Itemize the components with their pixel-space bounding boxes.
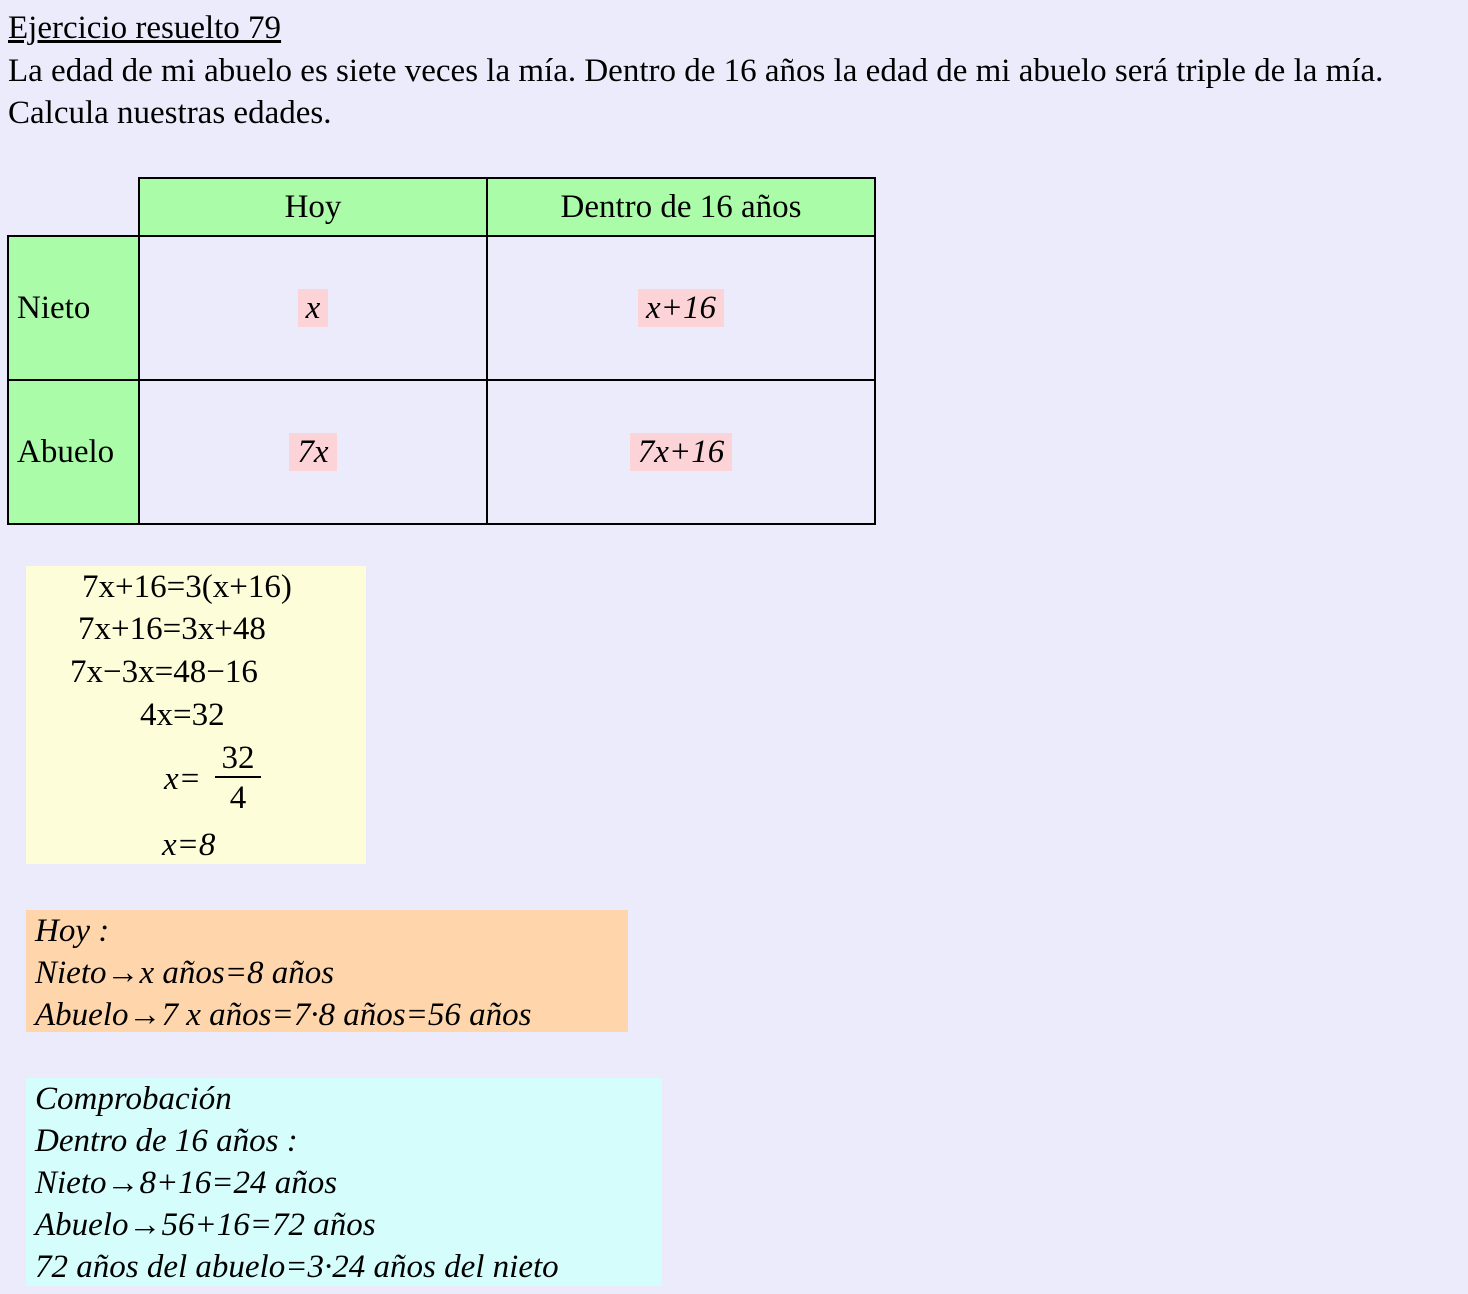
cell-abuelo-hoy: [139, 380, 487, 524]
row-header-abuelo: Abuelo: [8, 380, 139, 524]
hoy-box: [26, 910, 628, 1032]
problem-statement: La edad de mi abuelo es siete veces la mía. Dentro de 16 años la edad de mi abuelo será triple de la mía. Calcula nuestras edades.: [8, 53, 1384, 131]
expr-nieto-hoy: x: [298, 289, 329, 327]
exercise-title: Ejercicio resuelto 79: [8, 10, 282, 46]
comprobacion-abuelo: Abuelo→56+16=72 años: [35, 1207, 376, 1243]
hoy-nieto: Nieto→x años=8 años: [35, 955, 335, 991]
solution-line-1: 7x+16=3(x+16): [82, 569, 292, 605]
solution-line-4: 4x=32: [140, 697, 225, 733]
expr-nieto-futuro: x+16: [638, 289, 724, 327]
cell-nieto-hoy: [139, 236, 487, 380]
expr-abuelo-futuro: 7x+16: [630, 433, 732, 471]
hoy-heading: Hoy :: [35, 913, 110, 949]
table-corner: [8, 178, 139, 236]
comprobacion-box: [26, 1078, 662, 1286]
cell-nieto-futuro: [487, 236, 875, 380]
fraction-denominator: 4: [229, 780, 247, 816]
col-header-futuro: Dentro de 16 años: [487, 178, 875, 236]
ages-table: [7, 177, 876, 525]
fraction: [215, 740, 261, 818]
expr-abuelo-hoy: 7x: [289, 433, 336, 471]
solution-line-2: 7x+16=3x+48: [78, 611, 266, 647]
solution-line-3: 7x−3x=48−16: [70, 654, 258, 690]
comprobacion-heading: Comprobación: [35, 1081, 232, 1117]
solution-line-6: x=8: [162, 827, 216, 863]
cell-abuelo-futuro: [487, 380, 875, 524]
comprobacion-sub: Dentro de 16 años :: [35, 1123, 298, 1159]
solution-line-5: x=: [164, 761, 201, 797]
row-header-nieto: Nieto: [8, 236, 139, 380]
fraction-numerator: 32: [215, 740, 261, 778]
comprobacion-nieto: Nieto→8+16=24 años: [35, 1165, 338, 1201]
hoy-abuelo: Abuelo→7 x años=7·8 años=56 años: [35, 997, 532, 1033]
col-header-hoy: Hoy: [139, 178, 487, 236]
comprobacion-conclusion: 72 años del abuelo=3·24 años del nieto: [35, 1249, 559, 1285]
